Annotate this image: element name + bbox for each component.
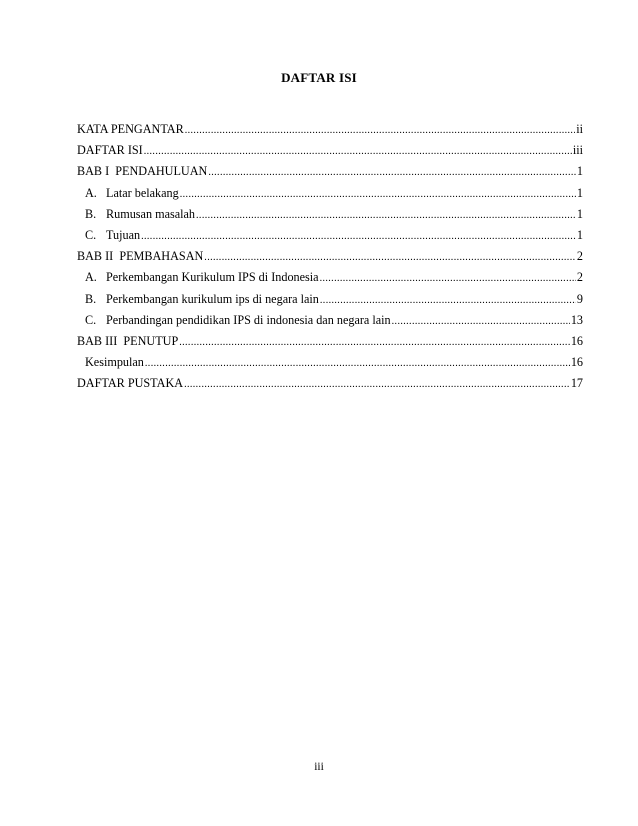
toc-leader-dots <box>320 268 576 289</box>
toc-entry[interactable] <box>77 140 583 161</box>
toc-entry-text: Perkembangan kurikulum ips di negara lain <box>106 291 319 306</box>
toc-entry-page: 2 <box>576 249 583 264</box>
toc-entry[interactable] <box>77 289 583 310</box>
toc-entry-text: KATA PENGANTAR <box>77 122 184 136</box>
toc-entry[interactable] <box>77 204 583 225</box>
toc-entry-page: iii <box>572 143 583 158</box>
toc-entry-label <box>77 161 207 182</box>
page-title: DAFTAR ISI <box>281 70 357 85</box>
toc-entry-page: 17 <box>570 376 583 391</box>
toc-entry[interactable] <box>77 310 583 331</box>
toc-entry-label <box>85 352 144 373</box>
toc-leader-dots <box>204 247 576 268</box>
toc-entry[interactable] <box>77 161 583 182</box>
toc-entry-letter: A. <box>85 270 97 285</box>
toc-leader-dots <box>392 311 570 332</box>
toc-entry-label <box>77 331 178 352</box>
toc-leader-dots <box>185 120 575 141</box>
toc-entry-letter: B. <box>85 291 97 306</box>
toc-entry-letter: A. <box>85 185 97 200</box>
toc-entry-page: ii <box>576 122 583 136</box>
toc-leader-dots <box>196 205 576 226</box>
toc-entry-text: Kesimpulan <box>85 355 144 370</box>
toc-entry-label <box>77 373 183 394</box>
toc-entry-page: 16 <box>570 333 583 348</box>
toc-leader-dots <box>145 353 570 374</box>
toc-entry[interactable] <box>77 267 583 288</box>
toc-leader-dots <box>320 290 576 311</box>
toc-entry[interactable] <box>77 225 583 246</box>
toc-entry-text: Rumusan masalah <box>106 206 196 221</box>
toc-leader-dots <box>144 141 572 162</box>
toc-entry-label <box>85 310 391 331</box>
toc-entry-label <box>85 204 195 225</box>
toc-entry-page: 1 <box>576 164 583 179</box>
toc-entry-page: 1 <box>576 227 583 242</box>
toc-entry-letter: C. <box>85 312 97 327</box>
toc-entry-label <box>85 289 319 310</box>
page-number: iii <box>314 761 324 773</box>
table-of-contents <box>77 119 583 394</box>
toc-entry-text: DAFTAR PUSTAKA <box>77 376 184 391</box>
toc-entry-label <box>77 140 143 161</box>
toc-leader-dots <box>141 226 576 247</box>
toc-entry[interactable] <box>77 183 583 204</box>
toc-leader-dots <box>184 374 570 395</box>
toc-entry-text: BAB II PEMBAHASAN <box>77 249 204 264</box>
toc-entry-text: BAB I PENDAHULUAN <box>77 164 208 179</box>
toc-entry-page: 16 <box>570 355 583 370</box>
toc-entry[interactable] <box>77 246 583 267</box>
toc-entry-page: 9 <box>576 291 583 306</box>
toc-entry-text: Tujuan <box>106 227 141 242</box>
toc-entry-page: 13 <box>570 312 583 327</box>
toc-entry-text: Perbandingan pendidikan IPS di indonesia dan negara lain <box>106 312 391 327</box>
toc-leader-dots <box>179 332 570 353</box>
toc-entry-text: Perkembangan Kurikulum IPS di Indonesia <box>106 270 319 285</box>
toc-entry-label <box>77 246 203 267</box>
toc-entry[interactable] <box>77 119 583 140</box>
toc-entry-page: 1 <box>576 185 583 200</box>
toc-entry[interactable] <box>77 331 583 352</box>
toc-entry-label <box>85 225 140 246</box>
toc-entry-page: 1 <box>576 206 583 221</box>
toc-entry[interactable] <box>77 373 583 394</box>
toc-entry-letter: C. <box>85 227 97 242</box>
toc-leader-dots <box>208 162 576 183</box>
toc-entry-letter: B. <box>85 206 97 221</box>
toc-entry-label <box>85 267 319 288</box>
toc-entry-text: Latar belakang <box>106 185 179 200</box>
toc-entry-text: BAB III PENUTUP <box>77 333 179 348</box>
toc-entry-text: DAFTAR ISI <box>77 143 143 158</box>
toc-leader-dots <box>180 184 576 205</box>
toc-entry-page: 2 <box>576 270 583 285</box>
toc-entry-label <box>77 119 184 140</box>
toc-entry-label <box>85 183 179 204</box>
toc-entry[interactable] <box>77 352 583 373</box>
